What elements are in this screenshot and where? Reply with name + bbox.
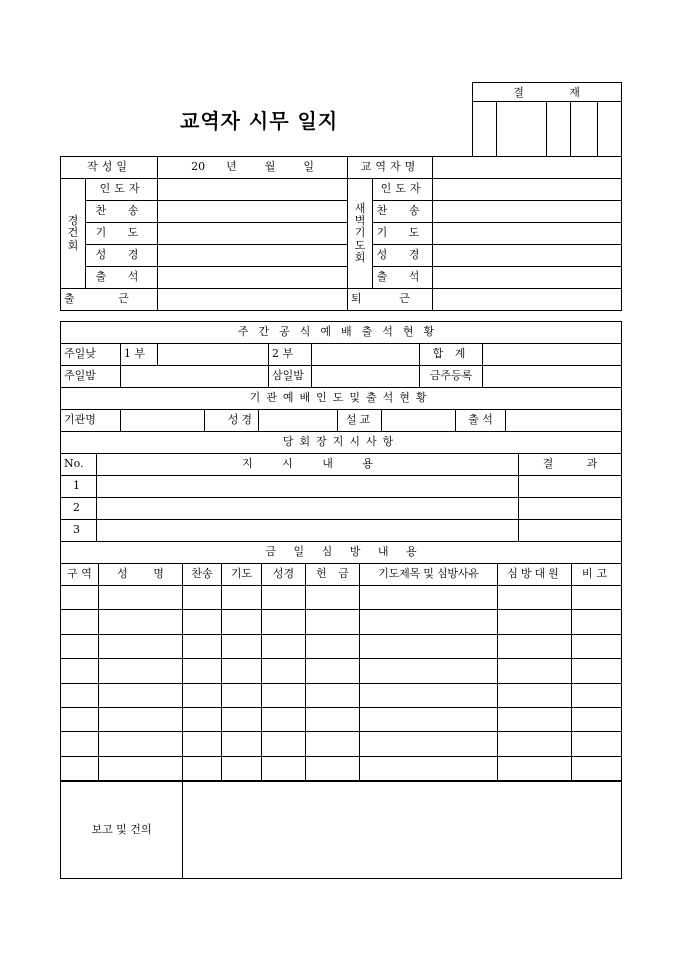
visitation-cell[interactable] [360, 756, 498, 780]
approval-sign-cell[interactable] [497, 102, 547, 157]
approval-header-right: 재 [569, 86, 581, 99]
month-label: 월 [264, 160, 276, 174]
visitation-cell[interactable] [61, 707, 99, 731]
visitation-cell[interactable] [360, 659, 498, 683]
visitation-cell[interactable] [306, 659, 360, 683]
visitation-cell[interactable] [262, 610, 306, 634]
visitation-cell[interactable] [306, 586, 360, 610]
visitation-cell[interactable] [61, 756, 99, 780]
visit-header-hymn: 찬송 [183, 564, 222, 586]
visitation-cell[interactable] [262, 634, 306, 658]
gyeonghyun-row-label: 기 도 [86, 223, 158, 245]
date-field[interactable] [158, 157, 348, 179]
visitation-cell[interactable] [498, 610, 572, 634]
total-field[interactable] [483, 344, 622, 366]
visitation-cell[interactable] [183, 732, 222, 756]
services-table [60, 156, 622, 311]
visitation-cell[interactable] [498, 756, 572, 780]
visitation-row [61, 756, 622, 780]
visitation-cell[interactable] [306, 610, 360, 634]
wednesday-night-label: 삼일밤 [269, 366, 312, 388]
institution-attendance-field[interactable] [506, 410, 622, 432]
visitation-cell[interactable] [572, 756, 622, 780]
visitation-cell[interactable] [222, 707, 262, 731]
visitation-cell[interactable] [262, 732, 306, 756]
visitation-cell[interactable] [99, 707, 183, 731]
visit-header-reason: 기도제목 및 심방사유 [360, 564, 498, 586]
visitation-cell[interactable] [306, 683, 360, 707]
gyeonghyun-field[interactable] [158, 201, 348, 223]
directive-content-field[interactable] [97, 520, 519, 542]
visitation-cell[interactable] [99, 756, 183, 780]
visitation-cell[interactable] [99, 659, 183, 683]
gyeonghyun-field[interactable] [158, 223, 348, 245]
report-label: 보고 및 건의 [61, 782, 183, 879]
dawn-row-label: 출 석 [373, 267, 433, 289]
dawn-field[interactable] [433, 179, 622, 201]
sunday-night-field[interactable] [121, 366, 269, 388]
sunday-day-label: 주일낮 [61, 344, 121, 366]
arrive-label: 출 근 [61, 289, 158, 311]
institution-name-field[interactable] [121, 410, 205, 432]
directive-result-header: 결 과 [519, 454, 622, 476]
written-date-label: 작성일 [61, 157, 158, 179]
visitation-cell[interactable] [222, 610, 262, 634]
visitation-cell[interactable] [498, 586, 572, 610]
visitation-cell[interactable] [360, 586, 498, 610]
directive-row-number: 2 [61, 498, 97, 520]
visitation-cell[interactable] [61, 732, 99, 756]
visit-header-name: 성 명 [99, 564, 183, 586]
arrive-field[interactable] [158, 289, 348, 311]
dawn-field[interactable] [433, 267, 622, 289]
registration-field[interactable] [483, 366, 622, 388]
visitation-cell[interactable] [498, 659, 572, 683]
date-prefix: 20 [191, 160, 206, 174]
dawn-row-label: 인도자 [373, 179, 433, 201]
dawn-row-label: 기 도 [373, 223, 433, 245]
dawn-field[interactable] [433, 245, 622, 267]
gyeonghyun-field[interactable] [158, 245, 348, 267]
visitation-row [61, 586, 622, 610]
visitation-cell[interactable] [222, 756, 262, 780]
visitation-cell[interactable] [183, 659, 222, 683]
gyeonghyun-field[interactable] [158, 179, 348, 201]
service1-label: 1 부 [121, 344, 158, 366]
visitation-section-title: 금 일 심 방 내 용 [61, 542, 622, 564]
visitation-cell[interactable] [262, 586, 306, 610]
scripture-label: 성경 [205, 410, 259, 432]
visitation-cell[interactable] [360, 683, 498, 707]
approval-sign-cell[interactable] [571, 102, 598, 157]
visitation-cell[interactable] [360, 610, 498, 634]
weekly-section-title: 주간공식예배출석현황 [61, 322, 622, 344]
approval-box [472, 82, 621, 156]
visitation-cell[interactable] [262, 683, 306, 707]
dawn-field[interactable] [433, 201, 622, 223]
visitation-cell[interactable] [306, 732, 360, 756]
visitation-cell[interactable] [99, 634, 183, 658]
gyeonghyun-row-label: 인도자 [86, 179, 158, 201]
visitation-cell[interactable] [572, 659, 622, 683]
visitation-cell[interactable] [183, 683, 222, 707]
visitation-cell[interactable] [183, 707, 222, 731]
visitation-cell[interactable] [306, 634, 360, 658]
visitation-cell[interactable] [61, 610, 99, 634]
visitation-cell[interactable] [360, 732, 498, 756]
visitation-cell[interactable] [572, 634, 622, 658]
directive-content-field[interactable] [97, 498, 519, 520]
gyeonghyun-field[interactable] [158, 267, 348, 289]
visitation-cell[interactable] [99, 683, 183, 707]
visit-header-prayer: 기도 [222, 564, 262, 586]
visitation-cell[interactable] [61, 683, 99, 707]
visitation-cell[interactable] [360, 707, 498, 731]
leave-label: 퇴 근 [348, 289, 433, 311]
gyeonghyun-row-label: 출 석 [86, 267, 158, 289]
visitation-cell[interactable] [99, 732, 183, 756]
directive-content-header: 지 시 내 용 [97, 454, 519, 476]
directives-table [60, 431, 622, 542]
scripture-field[interactable] [259, 410, 338, 432]
minister-name-field[interactable] [433, 157, 622, 179]
visitation-cell[interactable] [498, 732, 572, 756]
visitation-cell[interactable] [183, 756, 222, 780]
visitation-cell[interactable] [306, 707, 360, 731]
visit-header-scripture: 성경 [262, 564, 306, 586]
directives-section-title: 당회장지시사항 [61, 432, 622, 454]
service1-field[interactable] [158, 344, 269, 366]
visitation-cell[interactable] [61, 659, 99, 683]
weekly-attendance-table [60, 321, 622, 388]
directive-no-header: No. [61, 454, 97, 476]
visitation-cell[interactable] [222, 634, 262, 658]
visitation-cell[interactable] [262, 707, 306, 731]
visitation-cell[interactable] [222, 659, 262, 683]
visit-header-note: 비고 [572, 564, 622, 586]
visitation-cell[interactable] [61, 586, 99, 610]
visitation-cell[interactable] [306, 756, 360, 780]
visitation-cell[interactable] [222, 683, 262, 707]
approval-sign-cell[interactable] [598, 102, 622, 157]
visitation-row [61, 732, 622, 756]
visitation-cell[interactable] [572, 732, 622, 756]
directive-result-field[interactable] [519, 476, 622, 498]
report-field[interactable] [183, 782, 622, 879]
visitation-row [61, 683, 622, 707]
visitation-cell[interactable] [183, 610, 222, 634]
approval-header-left: 결 [513, 86, 525, 99]
page-title: 교역자 시무 일지 [180, 109, 339, 133]
institution-attendance-label: 출 석 [456, 410, 506, 432]
service2-label: 2 부 [269, 344, 312, 366]
visitation-cell[interactable] [572, 610, 622, 634]
visitation-cell[interactable] [498, 707, 572, 731]
day-label: 일 [303, 160, 314, 174]
wednesday-night-field[interactable] [312, 366, 420, 388]
dawn-row-label: 성 경 [373, 245, 433, 267]
dawn-field[interactable] [433, 223, 622, 245]
gyeonghyun-row-label: 찬 송 [86, 201, 158, 223]
institution-section-title: 기관예배인도및출석현황 [61, 388, 622, 410]
visitation-cell[interactable] [262, 756, 306, 780]
visitation-cell[interactable] [360, 634, 498, 658]
visitation-row [61, 707, 622, 731]
visitation-cell[interactable] [572, 586, 622, 610]
leave-field[interactable] [433, 289, 622, 311]
visit-header-team: 심방대원 [498, 564, 572, 586]
gyeonghyun-group-label: 경 건 회 [61, 179, 86, 289]
visitation-cell[interactable] [99, 610, 183, 634]
dawn-group-label: 새 벽 기 도 회 [348, 179, 373, 289]
total-label: 합 계 [420, 344, 483, 366]
visitation-cell[interactable] [262, 659, 306, 683]
approval-header [473, 83, 622, 102]
directive-row-number: 1 [61, 476, 97, 498]
visitation-row [61, 610, 622, 634]
directive-result-field[interactable] [519, 520, 622, 542]
visitation-cell[interactable] [183, 586, 222, 610]
visitation-cell[interactable] [99, 586, 183, 610]
visitation-cell[interactable] [498, 683, 572, 707]
minister-name-label: 교역자명 [348, 157, 433, 179]
registration-label: 금주등록 [420, 366, 483, 388]
sunday-night-label: 주일밤 [61, 366, 121, 388]
visit-header-offering: 헌 금 [306, 564, 360, 586]
visitation-row [61, 634, 622, 658]
directive-result-field[interactable] [519, 498, 622, 520]
visitation-cell[interactable] [183, 634, 222, 658]
dawn-row-label: 찬 송 [373, 201, 433, 223]
gyeonghyun-row-label: 성 경 [86, 245, 158, 267]
visitation-cell[interactable] [222, 586, 262, 610]
visitation-row [61, 659, 622, 683]
approval-sign-cell[interactable] [547, 102, 571, 157]
visitation-table [60, 541, 622, 781]
visitation-cell[interactable] [572, 683, 622, 707]
institution-name-label: 기관명 [61, 410, 121, 432]
report-table [60, 781, 622, 879]
visitation-cell[interactable] [222, 732, 262, 756]
sermon-label: 설교 [338, 410, 382, 432]
year-label: 년 [226, 160, 237, 174]
visitation-cell[interactable] [498, 634, 572, 658]
sermon-field[interactable] [382, 410, 456, 432]
approval-sign-cell[interactable] [473, 102, 497, 157]
visitation-cell[interactable] [61, 634, 99, 658]
directive-row-number: 3 [61, 520, 97, 542]
directive-content-field[interactable] [97, 476, 519, 498]
visitation-cell[interactable] [572, 707, 622, 731]
service2-field[interactable] [312, 344, 420, 366]
institution-table [60, 387, 622, 432]
visit-header-district: 구 역 [61, 564, 99, 586]
